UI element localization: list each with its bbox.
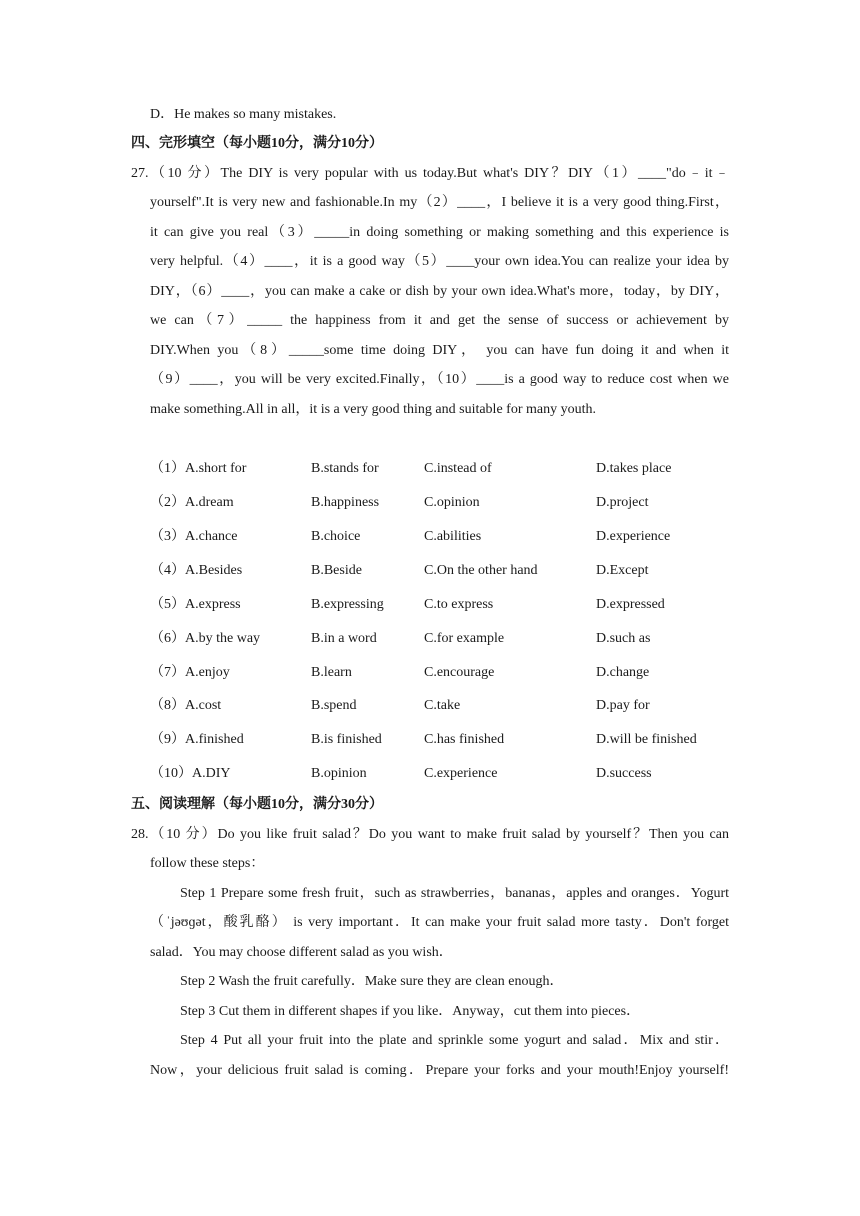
option-a: （5）A.express — [150, 597, 241, 612]
option-b: B.happiness — [311, 495, 380, 510]
option-c: C.to express — [424, 597, 494, 612]
q28-line: （ˈjəʊɡət，酸乳酪） is very important．It can make your fruit salad more tasty．Don't forget — [150, 915, 729, 930]
q28-line: follow these steps： — [150, 856, 265, 871]
option-d: D.such as — [596, 631, 651, 646]
option-a: （3）A.chance — [150, 529, 238, 544]
option-d: D.experience — [596, 529, 671, 544]
q28-line: Step 1 Prepare some fresh fruit，such as strawberries，bananas，apples and oranges．Yogurt — [180, 886, 729, 901]
q27-line: make something.All in all，it is a very good thing and suitable for many youth. — [150, 402, 596, 417]
option-a: （4）A.Besides — [150, 563, 243, 578]
option-c: C.for example — [424, 631, 505, 646]
q28-line: 28.（10 分）Do you like fruit salad？Do you want to make fruit salad by yourself？Then you can — [131, 827, 729, 842]
option-a: （2）A.dream — [150, 495, 234, 510]
previous-question-option-d: D．He makes so many mistakes. — [150, 107, 337, 122]
option-a: （1）A.short for — [150, 461, 247, 476]
option-d: D.Except — [596, 563, 649, 578]
option-c: C.encourage — [424, 665, 495, 680]
option-d: D.takes place — [596, 461, 672, 476]
q28-line: Step 4 Put all your fruit into the plate and sprinkle some yogurt and salad．Mix and stir． — [180, 1033, 729, 1048]
option-d: D.will be finished — [596, 732, 697, 747]
option-a: （7）A.enjoy — [150, 665, 230, 680]
option-d: D.pay for — [596, 698, 650, 713]
q27-line: （9）____，you will be very excited.Finally，（10）____is a good way to reduce cost when we — [150, 372, 729, 387]
option-b: B.spend — [311, 698, 357, 713]
option-a: （6）A.by the way — [150, 631, 261, 646]
section-4-heading: 四、完形填空（每小题10分，满分10分） — [131, 136, 383, 151]
option-b: B.stands for — [311, 461, 379, 476]
option-c: C.opinion — [424, 495, 480, 510]
q28-line: Step 3 Cut them in different shapes if you like．Anyway，cut them into pieces． — [180, 1004, 641, 1019]
option-c: C.On the other hand — [424, 563, 538, 578]
option-c: C.instead of — [424, 461, 492, 476]
option-b: B.choice — [311, 529, 361, 544]
option-b: B.is finished — [311, 732, 382, 747]
q27-line: it can give you real（3）_____in doing something or making something and this experience is — [150, 225, 729, 240]
option-c: C.has finished — [424, 732, 505, 747]
q27-line: DIY，（6）____，you can make a cake or dish by your own idea.What's more，today，by DIY， — [150, 284, 729, 299]
option-b: B.Beside — [311, 563, 362, 578]
section-5-heading: 五、阅读理解（每小题10分，满分30分） — [131, 797, 383, 812]
option-c: C.take — [424, 698, 461, 713]
option-a: （8）A.cost — [150, 698, 222, 713]
option-b: B.in a word — [311, 631, 377, 646]
option-d: D.success — [596, 766, 652, 781]
option-b: B.opinion — [311, 766, 367, 781]
q27-line: we can（7）_____ the happiness from it and get the sense of success or achievement by — [150, 313, 729, 328]
option-c: C.experience — [424, 766, 498, 781]
q27-line: DIY.When you（8）_____some time doing DIY， you can have fun doing it and when it — [150, 343, 729, 358]
option-b: B.learn — [311, 665, 352, 680]
q28-line: Now，your delicious fruit salad is coming．Prepare your forks and your mouth!Enjoy yourself! — [150, 1063, 729, 1078]
option-d: D.project — [596, 495, 649, 510]
q27-line: yourself".It is very new and fashionable.In my（2）____，I believe it is a very good thing.First， — [150, 195, 729, 210]
option-d: D.expressed — [596, 597, 665, 612]
option-c: C.abilities — [424, 529, 482, 544]
option-d: D.change — [596, 665, 650, 680]
q28-line: salad．You may choose different salad as you wish． — [150, 945, 453, 960]
option-a: （9）A.finished — [150, 732, 244, 747]
option-b: B.expressing — [311, 597, 384, 612]
q27-line: 27.（10 分）The DIY is very popular with us today.But what's DIY？DIY（1）____"do﹣it﹣ — [131, 166, 729, 181]
option-a: （10）A.DIY — [150, 766, 231, 781]
q28-line: Step 2 Wash the fruit carefully．Make sure they are clean enough． — [180, 974, 564, 989]
q27-line: very helpful.（4）____，it is a good way（5）____your own idea.You can realize your idea by — [150, 254, 729, 269]
